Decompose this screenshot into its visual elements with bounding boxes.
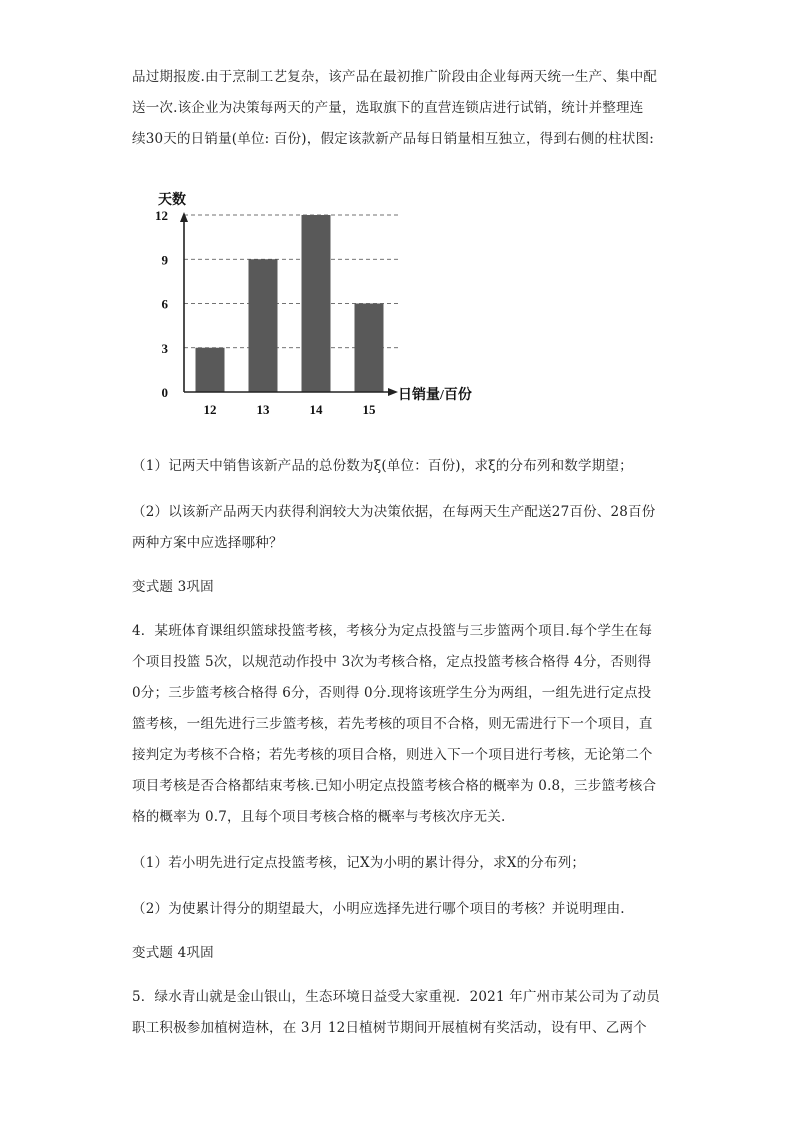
x-tick-label: 12 <box>203 402 217 417</box>
x-tick-label: 15 <box>362 402 376 417</box>
section-heading-3: 变式题 3巩固 <box>132 579 214 595</box>
q4-line-6: 项目考核是否合格都结束考核.已知小明定点投篮考核合格的概率为 0.8，三步篮考核合 <box>132 778 657 794</box>
q4-part-2: （2）为使累计得分的期望最大，小明应选择先进行哪个项目的考核？并说明理由. <box>132 901 625 917</box>
x-axis-arrow <box>388 388 398 396</box>
y-tick-label: 0 <box>161 385 168 400</box>
q4-line-1: 4．某班体育课组织篮球投篮考核，考核分为定点投篮与三步篮两个项目.每个学生在每 <box>132 623 653 639</box>
section-heading-4: 变式题 4巩固 <box>132 945 214 961</box>
bar-14 <box>302 215 331 392</box>
x-tick-labels <box>204 402 377 417</box>
intro-line-2: 送一次.该企业为决策每两天的产量，选取旗下的直营连锁店进行试销，统计并整理连 <box>132 100 644 116</box>
y-tick-label: 9 <box>161 252 168 268</box>
q3-part-1: （1）记两天中销售该新产品的总份数为ξ(单位：百份)，求ξ的分布列和数学期望； <box>132 458 633 474</box>
intro-line-1: 品过期报废.由于烹制工艺复杂，该产品在最初推广阶段由企业每两天统一生产、集中配 <box>132 69 658 85</box>
q4-line-3: 0分；三步篮考核合格得 6分，否则得 0分.现将该班学生分为两组，一组先进行定点投 <box>132 685 652 701</box>
q4-line-2: 个项目投篮 5次，以规范动作投中 3次为考核合格，定点投篮考核合格得 4分，否则得 <box>132 654 652 670</box>
x-tick-label: 13 <box>256 402 270 417</box>
q4-part-1: （1）若小明先进行定点投篮考核，记X为小明的累计得分，求X的分布列； <box>132 855 586 871</box>
bar-15 <box>355 304 384 393</box>
q5-line-1: 5．绿水青山就是金山银山，生态环境日益受大家重视．2021 年广州市某公司为了动员 <box>132 989 660 1005</box>
x-axis-label: 日销量/百份 <box>398 388 472 403</box>
bar-13 <box>249 259 278 392</box>
y-tick-label: 12 <box>155 208 168 223</box>
bar-12 <box>196 348 225 392</box>
y-axis-arrow <box>180 212 188 222</box>
y-tick-label: 3 <box>161 340 168 356</box>
bar-chart <box>140 182 500 417</box>
q4-line-4: 篮考核，一组先进行三步篮考核，若先考核的项目不合格，则无需进行下一个项目，直 <box>132 716 653 732</box>
y-tick-labels <box>155 208 169 400</box>
y-axis-label: 天数 <box>158 193 186 208</box>
q5-line-2: 职工积极参加植树造林，在 3月 12日植树节期间开展植树有奖活动，设有甲、乙两个 <box>132 1020 647 1036</box>
q4-line-5: 接判定为考核不合格；若先考核的项目合格，则进入下一个项目进行考核，无论第二个 <box>132 747 653 763</box>
q4-line-7: 格的概率为 0.7，且每个项目考核合格的概率与考核次序无关. <box>132 809 506 825</box>
y-tick-label: 6 <box>161 296 168 312</box>
q3-part-2-line-2: 两种方案中应选择哪种？ <box>132 535 283 551</box>
q3-part-2-line-1: （2）以该新产品两天内获得利润较大为决策依据，在每两天生产配送27百份、28百份 <box>132 504 656 520</box>
intro-line-3: 续30天的日销量(单位: 百份)，假定该款新产品每日销量相互独立，得到右侧的柱状图: <box>132 131 654 147</box>
x-tick-label: 14 <box>309 402 323 417</box>
